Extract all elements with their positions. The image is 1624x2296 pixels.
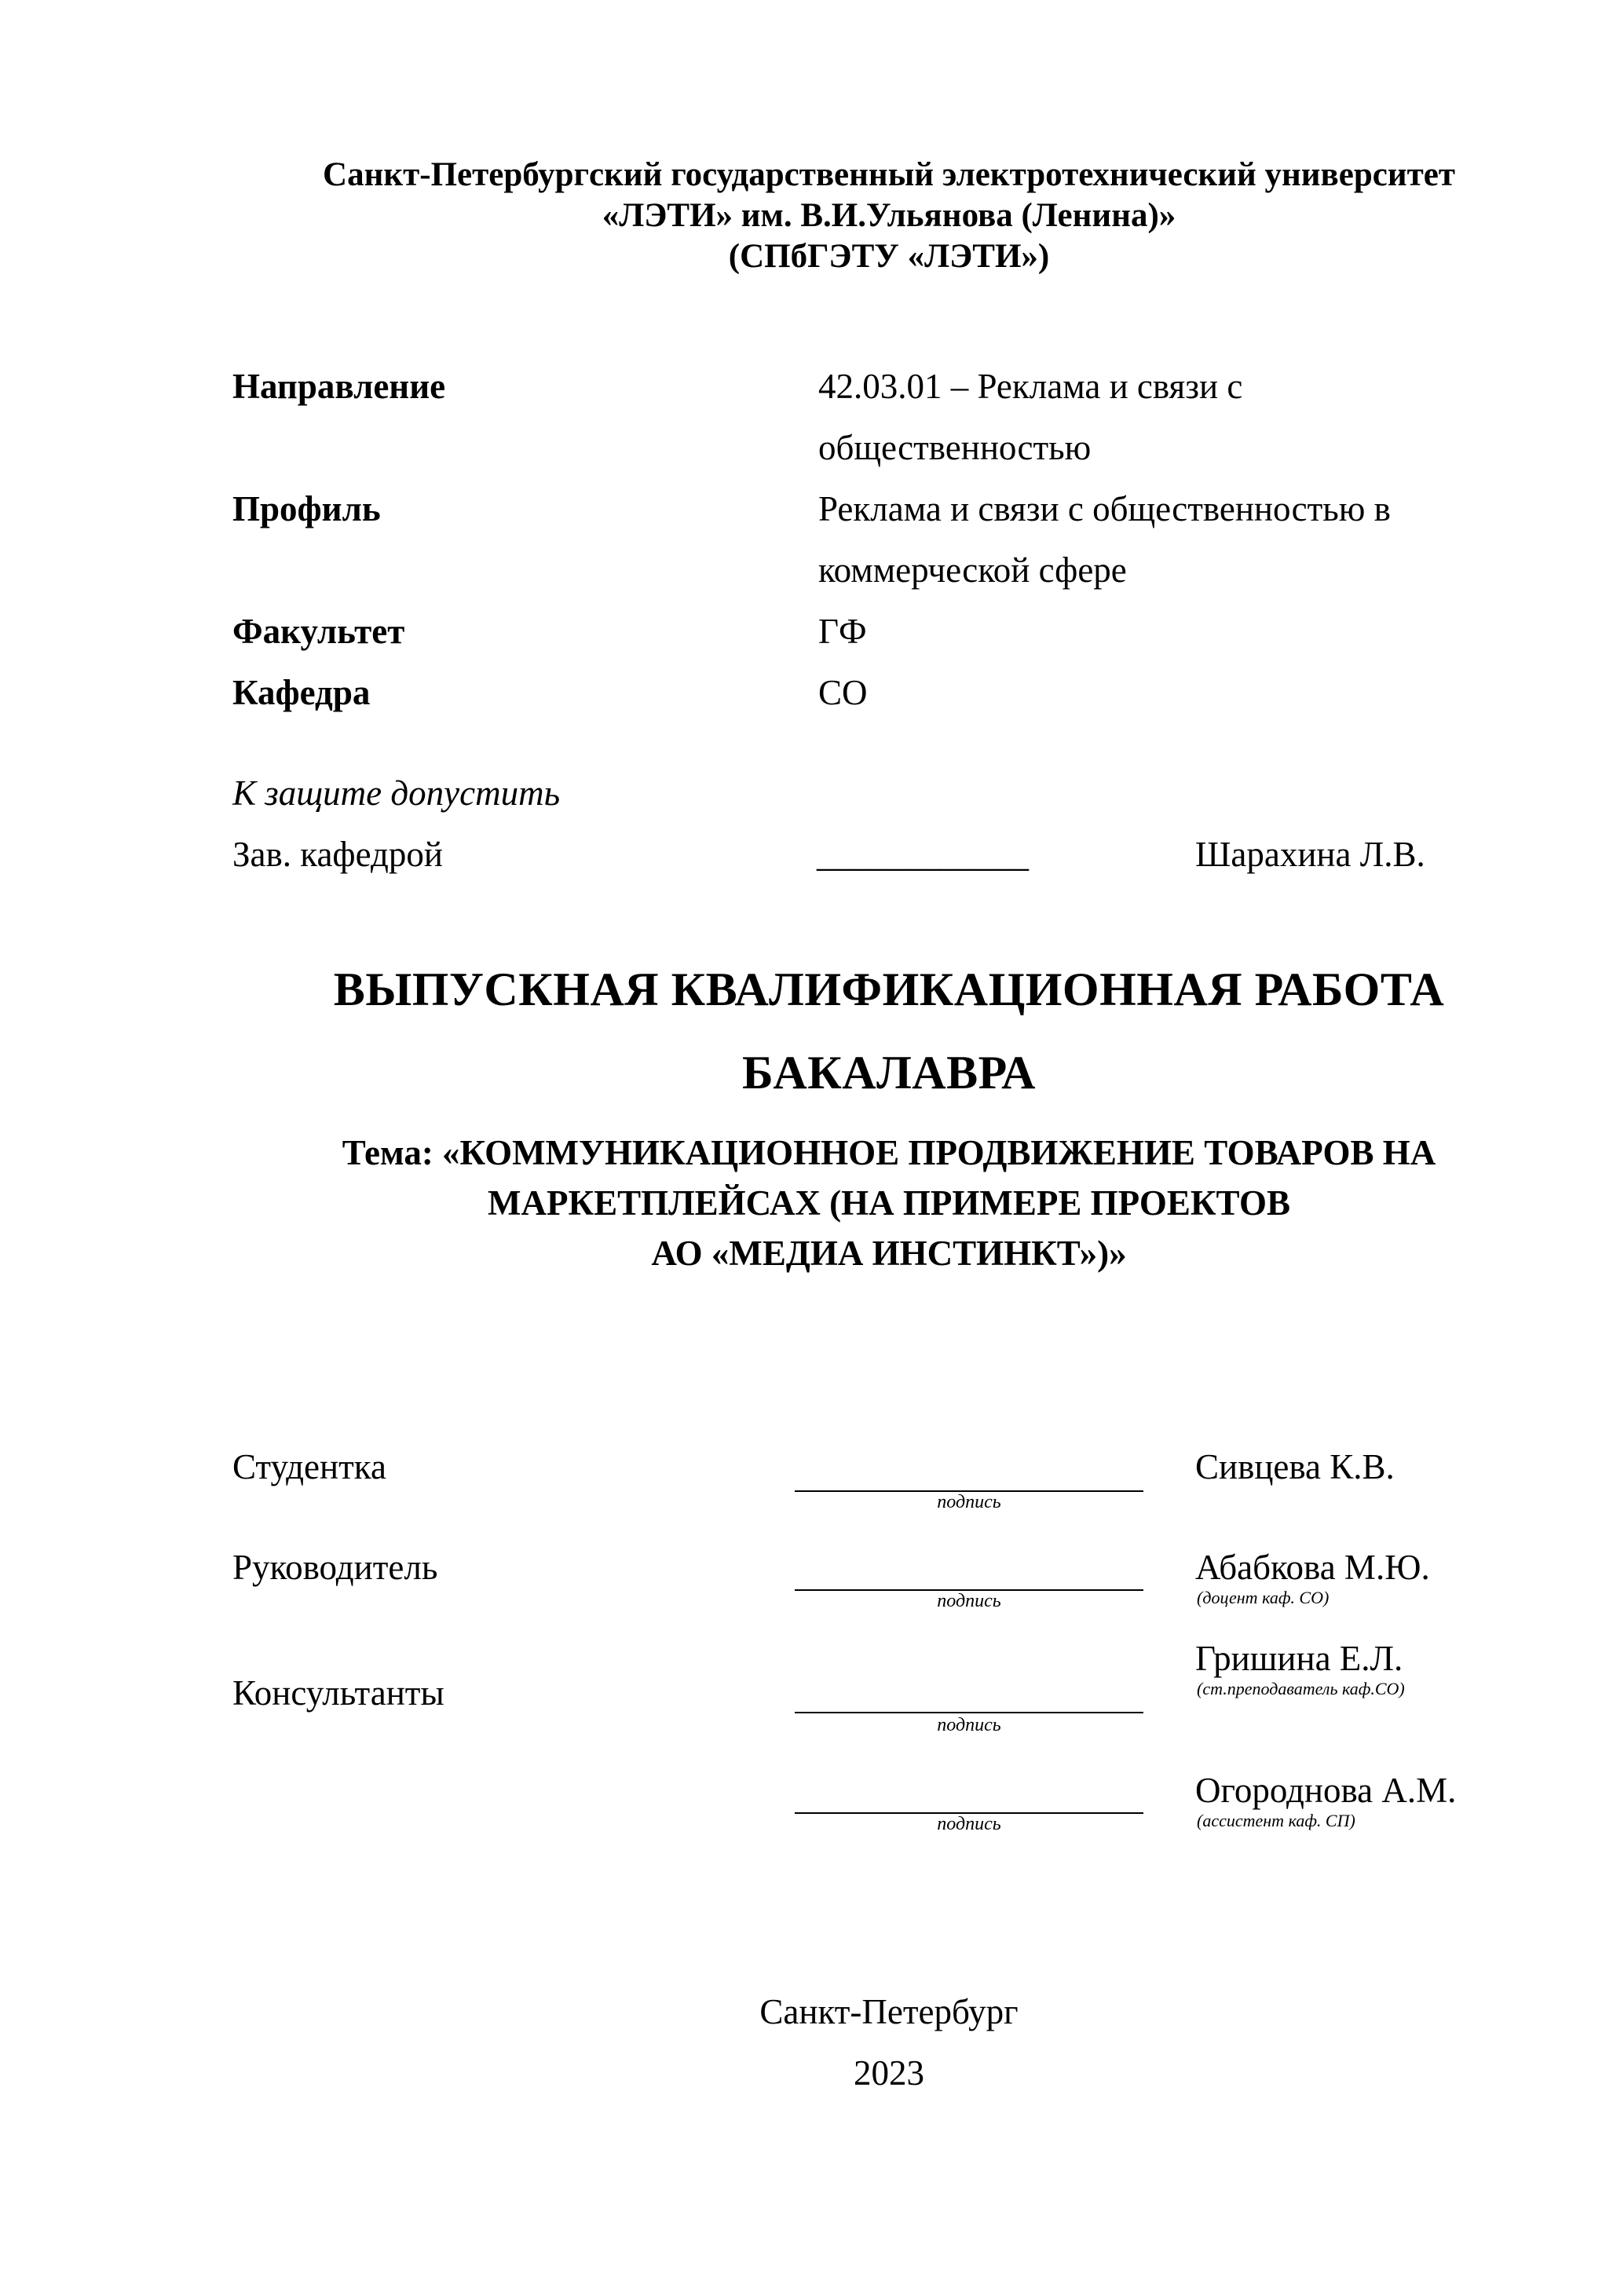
- city: Санкт-Петербург: [759, 1992, 1019, 2031]
- consultant2-position: (ассистент каф. СП): [1197, 1811, 1355, 1830]
- profile-label: Профиль: [232, 489, 381, 528]
- university-short-name: «ЛЭТИ» им. В.И.Ульянова (Ленина)»: [602, 197, 1176, 234]
- work-title-degree: БАКАЛАВРА: [742, 1047, 1036, 1099]
- consultant2-name: Огороднова А.М.: [1195, 1771, 1457, 1810]
- consultant2-signature-caption: подпись: [937, 1814, 1001, 1834]
- supervisor-signature-caption: подпись: [937, 1591, 1001, 1611]
- department-value: СО: [818, 673, 868, 712]
- head-of-department-name: Шарахина Л.В.: [1195, 835, 1425, 874]
- student-signature-caption: подпись: [937, 1492, 1001, 1512]
- consultant1-signature-caption: подпись: [937, 1715, 1001, 1735]
- theme-line-3: АО «МЕДИА ИНСТИНКТ»)»: [651, 1234, 1127, 1273]
- supervisor-role: Руководитель: [232, 1548, 438, 1587]
- university-abbreviation: (СПбГЭТУ «ЛЭТИ»): [728, 238, 1050, 275]
- supervisor-name: Абабкова М.Ю.: [1195, 1548, 1430, 1587]
- theme-line-2: МАРКЕТПЛЕЙСАХ (НА ПРИМЕРЕ ПРОЕКТОВ: [488, 1183, 1290, 1223]
- direction-label: Направление: [232, 367, 446, 406]
- department-label: Кафедра: [232, 673, 371, 712]
- profile-value-cont: коммерческой сфере: [818, 550, 1127, 590]
- admission-text: К защите допустить: [232, 773, 561, 813]
- student-role: Студентка: [232, 1447, 386, 1486]
- university-name: Санкт-Петербургский государственный электротехнический университет: [323, 156, 1455, 193]
- head-signature-line: ____________: [817, 835, 1029, 874]
- faculty-label: Факультет: [232, 612, 405, 651]
- work-title: ВЫПУСКНАЯ КВАЛИФИКАЦИОННАЯ РАБОТА: [333, 963, 1445, 1015]
- consultant1-name: Гришина Е.Л.: [1195, 1639, 1403, 1678]
- theme-line-1: Тема: «КОММУНИКАЦИОННОЕ ПРОДВИЖЕНИЕ ТОВАРОВ НА: [342, 1133, 1436, 1172]
- year: 2023: [854, 2053, 924, 2093]
- head-of-department-label: Зав. кафедрой: [232, 835, 443, 874]
- direction-value-cont: общественностью: [818, 428, 1092, 467]
- supervisor-position: (доцент каф. СО): [1197, 1588, 1330, 1607]
- direction-value: 42.03.01 – Реклама и связи с: [818, 367, 1243, 406]
- student-name: Сивцева К.В.: [1195, 1447, 1395, 1486]
- consultant1-signature-line: [795, 1712, 1143, 1713]
- profile-value: Реклама и связи с общественностью в: [818, 489, 1391, 528]
- consultant1-position: (ст.преподаватель каф.СО): [1197, 1679, 1405, 1698]
- consultants-role: Консультанты: [232, 1673, 444, 1713]
- faculty-value: ГФ: [818, 612, 867, 651]
